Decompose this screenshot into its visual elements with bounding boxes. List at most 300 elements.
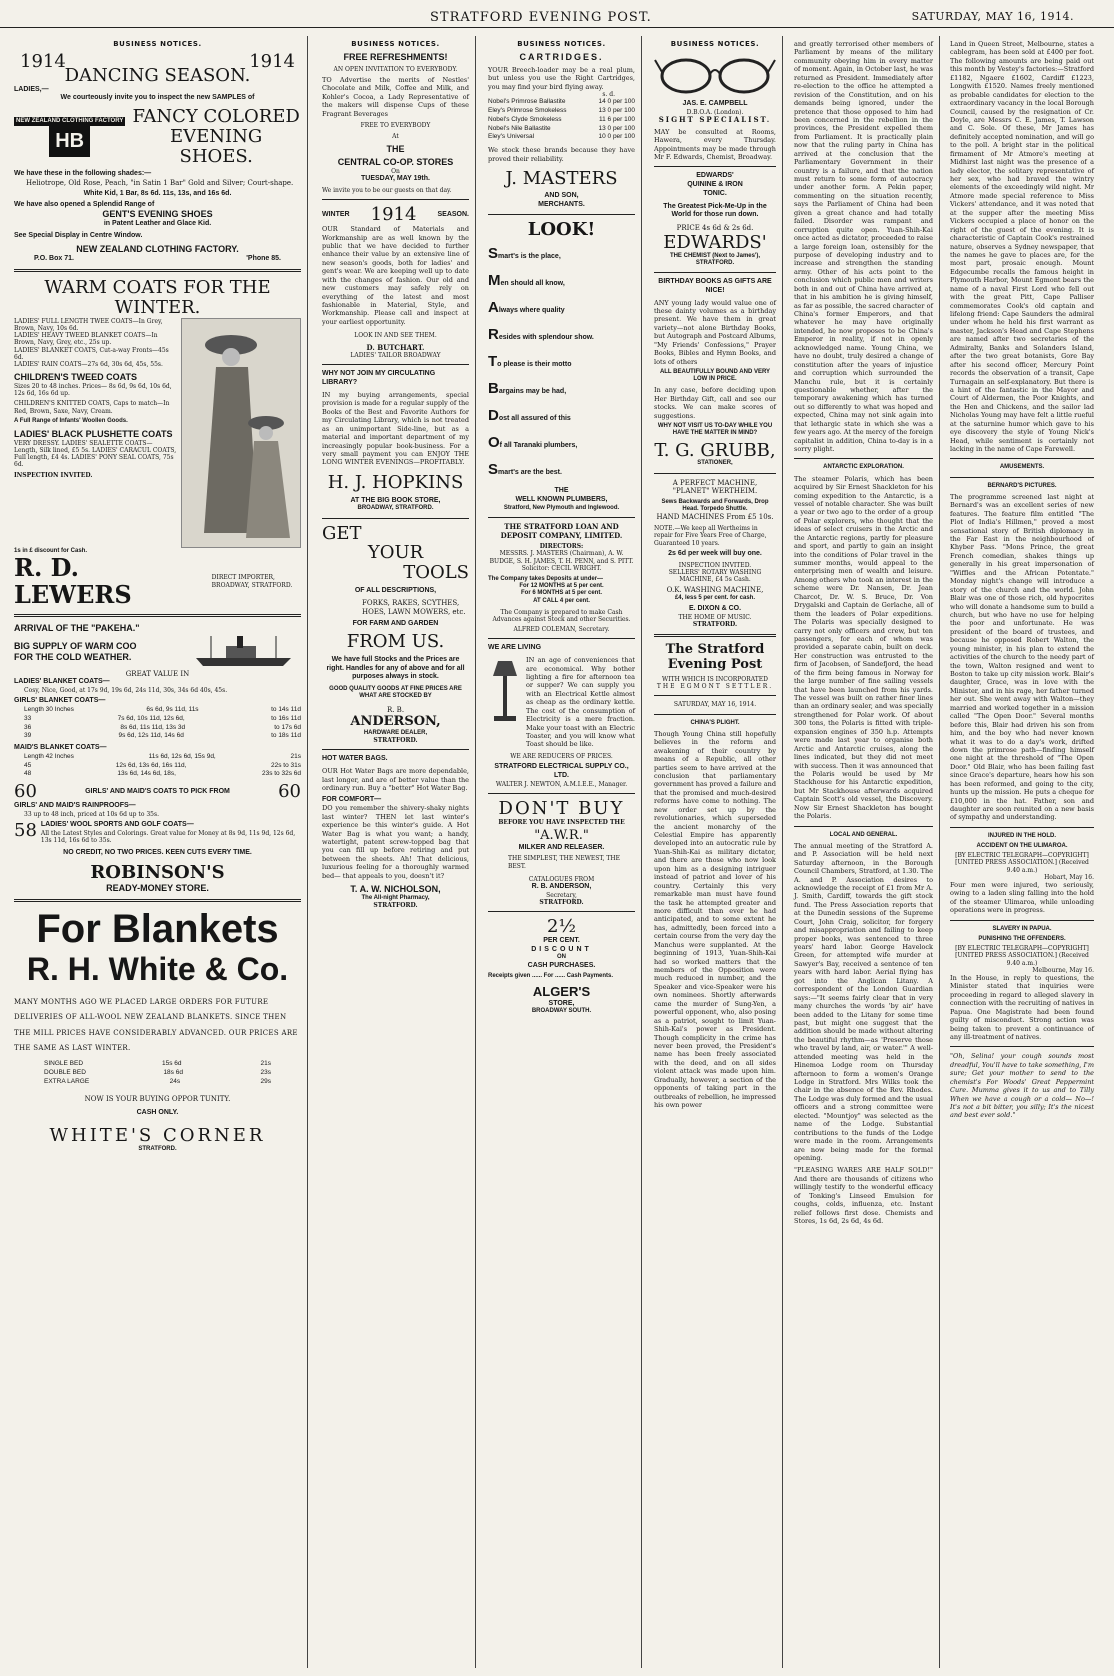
discount-receipts: Receipts given ...... For ...... Cash Payments. bbox=[488, 973, 614, 980]
wool-head: LADIES' WOOL SPORTS AND GOLF COATS— bbox=[40, 820, 194, 828]
shoes-title: FANCY COLORED EVENING SHOES. bbox=[132, 106, 300, 167]
whites-corner: WHITE'S CORNER bbox=[49, 1125, 266, 1147]
birthday-text: ANY young lady would value one of these dainty volumes as a birthday present. We have them in great variety—not alone Birthday Books, but Autograph and Postcard Albums, "My Friends' Confessions," Prayer Books, Bibles and Hymn Books, and lots of others bbox=[654, 298, 776, 366]
cartridge-row-cell: 11 6 per 100 bbox=[598, 115, 635, 123]
logo-caption: NEW ZEALAND CLOTHING FACTORY bbox=[14, 117, 125, 126]
coat-line: LADIES' BLANKET COATS, Cut-a-way Fronts—45s 6d. bbox=[14, 346, 169, 361]
season-label: SEASON. bbox=[437, 210, 469, 218]
acrostic-rest: en should all know, bbox=[500, 280, 565, 288]
maids-row-cell: 23s to 32s 6d bbox=[261, 770, 301, 778]
antarctic-text: The steamer Polaris, which has been acquired by Sir Ernest Shackleton for his coming expedition to the Antarctic, is a vessel of notable character. She was built a year or two ago to the order of a group of Polar explorers, who thought that the ideas of select cruisers in the Arctic and the Antarctic regions, partly for pleasure and sport, and partly to gain an insight into the conditions of Polar travel in the summer months, would appeal to the enterprising men of wealth and leisure. Among others who took an interest in the scheme were Dr. Nansen, Dr. Jean Charcot, Dr. W. S. Bruce, Dr. Von Drygalski and Captain de Gerlache, all of them the leaders of Polar expeditions. The Polaris was specially designed to carry not only officers and crew, but ten passengers, for each of whom was provided a separate cabin, built on deck. Her construction was entrusted to the firm of Jacobsen, of Sandefjord, the head of the firm being famous in Norway for the large number of fine sailing vessels that have been launched from his yards. The vessel was built on rather finer lines than an ordinary sealer, and was specially strengthened for Polar work. Of about 300 tons, the Polaris is fitted with triple-expansion engines of 350 h.p. Attempts were made last year to organise both Arctic and Antarctic cruises, along the lines indicated, but they did not meet with success. Then it was announced that the Polaris would be used by Mr Stackhouse for his Antarctic expedition, but Mr Stackhouse afterwards acquired Captain Scott's old vessel, the Discovery. Now Sir Ernest Shackleton has bought the Polaris. bbox=[794, 474, 933, 821]
maids-row-cell: 12s 6d, 13s 6d, 16s 11d, bbox=[115, 761, 187, 769]
blanket-row-cell: DOUBLE BED bbox=[44, 1069, 86, 1077]
china-text: Though Young China still hopefully believes in the reform and awakening of their country by means of a Republic, all other parties seem to have arrived at the conclusion that parliamentary government has proved a failure and that the promised and much-desired reforms have come to nothing. The new order set up by the revolutionaries, which superseded the ancient monarchy of the Celestial Empire has apparently developed into an autocratic rule by Yuan-Shih-Kai as military dictator, and there are those who now look upon him as a designing intriguer instead of patriot and lover of his country. Certainly this very remarkable man must have found the task he attempted greater and more difficult than ever he had anticipated, and to some extent he has, admittedly, been forced into a certain course from the very day the Manchus were supplanted. At the beginning of 1913, Yuan-Shih-Kai had so worked matters that the members of the Opposition were much reduced in number, and the Speaker and vice-Speaker were his own nominees. Shortly afterwards came the murder of Sung-Yen, a powerful opponent, who, also posing as a patriot, sought to limit Yuan-Shih-Kai's power as President. Though complicity in the crime has never been proved, the President's name has been freely associated with the deed, and on all sides violent attack was made upon him. Gradually, however, a section of the opponents of taking part in the outbreaks of rebellion, he impressed his own power bbox=[654, 729, 776, 1110]
patent-text: in Patent Leather and Glace Kid. bbox=[103, 220, 212, 228]
hotwater-title: HOT WATER BAGS. bbox=[322, 755, 388, 763]
coats-illustration bbox=[181, 318, 301, 548]
girls-row-cell: 33 bbox=[24, 714, 32, 722]
dontbuy-simplest: THE SIMPLEST, THE NEWEST, THE BEST. bbox=[508, 855, 620, 870]
maids-head: MAID'S BLANKET COATS— bbox=[14, 744, 107, 752]
editorial bbox=[654, 643, 776, 1109]
cartridges-advert bbox=[488, 52, 635, 209]
loan-title: THE STRATFORD LOAN AND DEPOSIT COMPANY, LIMITED. bbox=[500, 521, 623, 540]
maids-row-cell: 11s 6d, 12s 6d, 15s 9d, bbox=[148, 752, 216, 760]
library-title: WHY NOT JOIN MY CIRCULATING LIBRARY? bbox=[322, 370, 436, 387]
dontbuy-title: DON'T BUY bbox=[498, 797, 625, 819]
china-continued: and greatly terrorised other members of Parliament by means of the military community obeying him in every matter of moment. Again, in October last, he was returned as President. Immediately after re-election to the office he attempted a revision of the Constitution, and on his demands being ignored, under the pretence that those opposed to him had been concerned in the rebellion in the provinces, the President expelled them from Parliament. It is practically plain now that the ruling party in China has arrived at the conclusion that the Parliamentary Government in their country is a failure, and that the nation must return to some form of autocracy under another form. A Pekin paper, commenting on the situation recently, says the Parliament of China had been given a great chance and had totally failed. Disorder was rampant and corruption quite open. Yuan-Shih-Kai once acted as dictator, proceeded to raise a large foreign loan, ostensibly for the purpose of developing industry and to increase and strengthen the standing army. Other of his acts point to the conclusion which public men and writers both in and out of China have arrived at, that in his ambition he is giving himself, as far as possible, the sacred character of China's former Emperors, and that whatever he may have originally intended, he now proposes to be China's Emperor in reality, if not in openly acknowledged name. Young China, we have no doubt, truly desired a change of constitution after the years of injustice and corruption which surrounded the Manchu rule, but it is certainly questionable whether, after the temporary awakening which has turned out so differently to what was hoped and expected, China may not sink again into that lethargic state in which she was a few years ago. At the mercy of the foreign capitalist in addition, China to-day is in a sorry plight. bbox=[794, 40, 934, 453]
ulimaroa-head: ACCIDENT ON THE ULIMAROA. bbox=[976, 843, 1068, 850]
coat-line: LADIES' RAIN COATS—27s 6d, 30s 6d, 45s, 55s. bbox=[14, 361, 163, 369]
column-5 bbox=[788, 36, 940, 1668]
campbell-sight: SIGHT SPECIALIST. bbox=[658, 114, 772, 124]
acrostic-initial: B bbox=[488, 380, 499, 398]
plush-head: LADIES' BLACK PLUSHETTE COATS bbox=[14, 428, 173, 439]
machine-title: A PERFECT MACHINE, "PLANET" WERTHEIM. bbox=[672, 478, 758, 496]
section-header: BUSINESS NOTICES. bbox=[517, 40, 606, 48]
acrostic-initial: R bbox=[488, 326, 499, 344]
acrostic-initial: D bbox=[488, 407, 499, 425]
discount-text: 1s in £ discount for Cash. bbox=[14, 547, 88, 554]
dont-buy-advert bbox=[488, 799, 635, 906]
cartridge-row-cell: Nobel's Primrose Ballastite bbox=[488, 98, 566, 106]
peppermint-verse: "Oh, Selina! your cough sounds most dreadful, You'll have to take something, I'm sure; Get your mother to send to the chemist's For Woods' Great Peppermint Cure. Mumma gives it to us and to Tilly When we have a cough or a cold— No—! It's not a bit bitter, you silly; It's the nicest and best ever sold." bbox=[950, 1052, 1094, 1120]
machine-inspection: INSPECTION INVITED. bbox=[678, 561, 752, 569]
campbell-advert bbox=[654, 52, 776, 161]
girls-row-cell: to 18s 11d bbox=[271, 732, 301, 740]
grubb-stationer: STATIONER, bbox=[697, 460, 733, 467]
loan-directors: MESSRS. J. MASTERS (Chairman), A. W. BUDGE, S. H. JAMES, T. H. PENN, and S. PITT. bbox=[489, 550, 634, 565]
machine-less: £4, less 5 per cent. for cash. bbox=[674, 594, 756, 601]
dixon-home: THE HOME OF MUSIC. bbox=[678, 613, 752, 621]
look-the: THE bbox=[554, 487, 569, 495]
punish-head: PUNISHING THE OFFENDERS. bbox=[978, 935, 1066, 942]
cartridge-table bbox=[488, 98, 635, 142]
injured-head: INJURED IN THE HOLD. bbox=[987, 832, 1056, 839]
discount-disc: DISCOUNT bbox=[531, 945, 592, 953]
cartridge-row-cell: 14 0 per 100 bbox=[598, 98, 635, 106]
maids-row-cell: 22s to 31s bbox=[270, 761, 301, 769]
maids-row-cell: 48 bbox=[24, 770, 32, 778]
masters-and: AND SON, bbox=[544, 191, 579, 199]
sixty-left: 60 bbox=[14, 781, 37, 803]
lamp-icon bbox=[488, 656, 522, 726]
machine-week: 2s 6d per week will buy one. bbox=[668, 549, 762, 557]
section-header: BUSINESS NOTICES. bbox=[670, 40, 760, 48]
tools-get: GET bbox=[322, 522, 362, 544]
display-text: See Special Display in Centre Window. bbox=[14, 232, 143, 240]
tools-items: FORKS, RAKES, SCYTHES, HOES, LAWN MOWERS, etc. bbox=[362, 598, 466, 616]
edwards-quinine: QUININE & IRON bbox=[687, 181, 743, 189]
column-1 bbox=[8, 36, 308, 1668]
wool-text: All the Latest Styles and Colorings. Great value for Money at 8s 9d, 11s 9d, 12s 6d, 13s 11d, 16s 6d to 35s. bbox=[40, 829, 296, 844]
dontbuy-before: BEFORE YOU HAVE INSPECTED THE bbox=[498, 818, 625, 826]
acrostic-line bbox=[488, 321, 635, 348]
cartridge-row-cell: Nobel's Clyde Smokeless bbox=[488, 115, 562, 123]
winter-season-advert bbox=[322, 205, 469, 359]
masthead bbox=[0, 6, 1114, 28]
look-advert bbox=[488, 220, 635, 511]
machine-advert bbox=[654, 479, 776, 629]
acrostic-initial: M bbox=[488, 272, 501, 290]
edwards-price: PRICE 4s 6d & 2s 6d. bbox=[676, 224, 754, 233]
slavery-tel: [BY ELECTRIC TELEGRAPH—COPYRIGHT] [UNITED PRESS ASSOCIATION.] (Received 9.40 a.m.) bbox=[955, 945, 1089, 967]
tools-your: YOUR bbox=[367, 542, 424, 564]
tools-of: OF ALL DESCRIPTIONS, bbox=[354, 587, 437, 594]
cartridges-text: YOUR Breech-loader may be a real plum, but unless you use the Right Cartridges, you may find your bird flying away. bbox=[488, 65, 635, 91]
electric-company: STRATFORD ELECTRICAL SUPPLY CO., LTD. bbox=[494, 763, 629, 779]
dancing-advert bbox=[14, 52, 301, 263]
edwards-title: EDWARDS' bbox=[696, 172, 734, 180]
dontbuy-secretary: Secretary, bbox=[546, 891, 577, 899]
blanket-row-cell: SINGLE BED bbox=[44, 1060, 84, 1068]
birthday-books-advert bbox=[654, 278, 776, 467]
coats-title: WARM COATS FOR THE WINTER. bbox=[44, 277, 271, 319]
living-text: IN an age of conveniences that are economical. Why bother lighting a fire for afternoon tea or supper? We can supply you with an Electrical Kettle almost as cheap as the ordinary kettle. The cost of the consumption of Electricity is a mere fraction. Make your toast with an Electric Toaster, and you will know what Toast should be like. bbox=[526, 656, 635, 749]
loan-rate-3: AT CALL 4 per cent. bbox=[533, 597, 590, 604]
rain-head: GIRLS' AND MAID'S RAINPROOFS— bbox=[14, 802, 136, 810]
girls-row-cell: 8s 6d, 11s 11d, 13s 3d bbox=[120, 723, 186, 731]
column-2 bbox=[316, 36, 476, 1668]
year-right: 1914 bbox=[249, 51, 295, 72]
po-box: P.O. Box 71. bbox=[34, 254, 74, 262]
dontbuy-milker: MILKER AND RELEASER. bbox=[518, 843, 605, 851]
acrostic-rest: o please is their motto bbox=[497, 361, 572, 369]
acrostic-line bbox=[488, 375, 635, 402]
blanket-row bbox=[44, 1078, 271, 1087]
blanket-row-cell: EXTRA LARGE bbox=[44, 1077, 90, 1085]
refresh-on: On bbox=[391, 168, 400, 176]
nicholson-name: T. A. W. NICHOLSON, bbox=[350, 884, 441, 895]
hotwater-comfort: FOR COMFORT— bbox=[322, 795, 382, 803]
ladies-blanket-prices: Cosy, Nice, Good, at 17s 9d, 19s 6d, 24s 11d, 30s, 34s 6d 40s, 45s. bbox=[24, 687, 228, 695]
loan-rate-1: For 12 MONTHS at 5 per cent. bbox=[519, 583, 604, 590]
tools-farm: FOR FARM AND GARDEN bbox=[352, 620, 439, 628]
children-text: Sizes 20 to 48 inches. Prices— 8s 6d, 9s 6d, 10s 6d, 12s 6d, 16s 6d up. bbox=[14, 383, 172, 398]
dontbuy-awr: "A.W.R." bbox=[534, 827, 589, 843]
blanket-row-cell: 15s 6d bbox=[162, 1060, 182, 1068]
bernard-text: The programme screened last night at Bernard's was an excellent series of new features. The feature film entitled "The Plot of India's Hillmen," proved a most sensational story of British diplomacy in the Far East in the neighbourhood of Khyber Pass. "Mons Prince, the great French comedian, shakes things up generally in his great impersonation of "Wiffles and the African Potentate." Monday night's change will introduce a story of the church and the world. John Blair was one of those rich, old hypocrites who will donate a handsome sum to build a church, but who have no use for helping the poor and unfortunate. He was president of the board of trustees, and because he opposed Robert Walton, the young minister, in his plan to extend the activities of the church to the needy part of the town, Walton resigned and went to Boston to take up city mission work. Blair's daughter, Grace, was in love with the Minister, and in his rage, her father turned her out. She went away with Walton—they married and worked together in a mission called "The Open Door." Several months before this, Blair had driven his son from him, and the boy who had never known what it was to do a day's work, drifted down the primrose path—finding himself one night at the threshold of "The Open Door." Old Blair, who has been failing fast since Grace's departure, hears how his son has been reformed, and going to the city, hunts up the mission. He puts a cheque for £10,000 in the hat. Father, son and daughter are soon reunited on a new basis of sympathy and understanding. bbox=[950, 492, 1094, 822]
loan-secretary: ALFRED COLEMAN, Secretary. bbox=[513, 626, 610, 634]
edwards-tonic: TONIC. bbox=[703, 189, 727, 197]
hopkins-name: H. J. HOPKINS bbox=[327, 471, 464, 493]
birthday-doubt: In any case, before deciding upon Her Birthday Gift, call and see our stocks. We can make scores of suggestions. bbox=[654, 386, 776, 420]
acrostic-line bbox=[488, 402, 635, 429]
look-towns: Stratford, New Plymouth and Inglewood. bbox=[503, 504, 620, 511]
shades-text: Heliotrope, Old Rose, Peach, "in Satin 1 Bar" Gold and Silver; Court-shape. bbox=[26, 179, 294, 188]
girls-row-cell: Length 30 Inches bbox=[24, 706, 74, 714]
hb-logo: HB bbox=[49, 126, 90, 157]
girls-row bbox=[24, 732, 301, 741]
acrostic-rest: ost all assured of this bbox=[498, 415, 571, 423]
blanket-row-cell: 29s bbox=[260, 1077, 271, 1085]
acrostic-line bbox=[488, 294, 635, 321]
section-header: BUSINESS NOTICES. bbox=[113, 40, 202, 48]
butchart-name: D. BUTCHART. bbox=[366, 342, 425, 352]
refresh-text: TO Advertise the merits of Nestles' Chocolate and Milk, Coffee and Milk, and Kohler's Cocoa, a Lady Representative of the makers will dispense Cups of these Fragrant Beverages bbox=[322, 75, 469, 118]
edwards-name: EDWARDS' bbox=[663, 231, 767, 253]
tools-stocks: We have full Stocks and the Prices are right. Handles for any of above and for all purposes always in stock. bbox=[326, 655, 465, 681]
acrostic-rest: mart's is the place, bbox=[498, 253, 561, 261]
discount-cash: CASH PURCHASES. bbox=[527, 961, 596, 969]
winter-label: WINTER bbox=[322, 210, 350, 218]
hopkins-store: AT THE BIG BOOK STORE, bbox=[350, 496, 441, 504]
loan-deposits: The Company takes Deposits at under— bbox=[488, 576, 604, 583]
ladies-label: LADIES,— bbox=[14, 85, 49, 93]
prices: White Kid, 1 Bar, 8s 6d. 11s, 13s, and 16s 6d. bbox=[83, 189, 232, 197]
phone: 'Phone 85. bbox=[246, 254, 281, 262]
electric-manager: WALTER J. NEWTON, A.M.I.E.E., Manager. bbox=[495, 780, 628, 788]
acrostic-rest: lways where quality bbox=[498, 307, 565, 315]
discount-pct: 2½ bbox=[547, 916, 576, 938]
loan-advance: The Company is prepared to make Cash Advances against Stock and other Securities. bbox=[492, 608, 631, 623]
girls-row-cell: 36 bbox=[24, 723, 32, 731]
refresh-title: FREE REFRESHMENTS! bbox=[343, 52, 448, 62]
discount-advert bbox=[488, 917, 635, 1015]
acrostic-line bbox=[488, 456, 635, 483]
girls-row-cell: to 17s 6d bbox=[274, 723, 301, 731]
masters-name: J. MASTERS bbox=[505, 168, 618, 189]
refresh-invite: AN OPEN INVITATION TO EVERYBODY. bbox=[333, 65, 458, 73]
hopkins-addr: BROADWAY, STRATFORD. bbox=[357, 505, 434, 512]
girls-row-cell: 9s 6d, 12s 11d, 14s 6d bbox=[118, 732, 184, 740]
robinsons: ROBINSON'S bbox=[90, 861, 225, 883]
blankets-town: STRATFORD. bbox=[138, 1145, 177, 1152]
living-title: WE ARE LIVING bbox=[488, 644, 542, 652]
algers-addr: BROADWAY SOUTH. bbox=[531, 1008, 592, 1015]
cartridges-stock: We stock these brands because they have proved their reliability. bbox=[488, 146, 635, 163]
plush-text: VERY DRESSY. LADIES' SEALETTE COATS— Length, Silk lined, £5 5s. LADIES' CARACUL COATS, Full length, £4 4s. LADIES' PONY SEAL COATS, 75s 6d. bbox=[14, 439, 177, 469]
edwards-pick: The Greatest Pick-Me-Up in the World for those run down. bbox=[663, 202, 767, 219]
girls-table bbox=[14, 706, 301, 741]
masthead-title: STRATFORD EVENING POST. bbox=[430, 10, 652, 25]
masters-merchants: MERCHANTS. bbox=[538, 200, 585, 208]
cartridge-row-cell: Eley's Universal bbox=[488, 133, 535, 141]
library-text: IN my buying arrangements, special provision is made for a regular supply of the Books of the Best and Favorite Authors for my Circulating Library, which is not treated as an unimportant Side-line, but as a material and important department of my increasingly popular book-business. For a very small payment you can ENJOY THE LONG WINTER EVENINGS—PROFITABLY. bbox=[322, 390, 469, 467]
machine-hand: HAND MACHINES From £5 10s. bbox=[656, 513, 774, 522]
blanket-row bbox=[44, 1069, 271, 1078]
cartridge-row bbox=[488, 133, 635, 142]
invite-text: We courteously invite you to inspect the new SAMPLES of bbox=[60, 94, 255, 102]
cartridges-title: CARTRIDGES. bbox=[519, 52, 604, 62]
dontbuy-town: STRATFORD. bbox=[539, 898, 584, 906]
living-agents: WE ARE REDUCERS OF PRICES. bbox=[510, 752, 613, 760]
blanket-row-cell: 21s bbox=[260, 1060, 271, 1068]
ulimaroa-tel: [BY ELECTRIC TELEGRAPH—COPYRIGHT] [UNITED PRESS ASSOCIATION.] (Received 9.40 a.m.) bbox=[955, 852, 1089, 874]
gents-shoes: GENT'S EVENING SHOES bbox=[102, 209, 213, 220]
shades-head: We have these in the following shades:— bbox=[14, 170, 152, 178]
factory-name: NEW ZEALAND CLOTHING FACTORY. bbox=[76, 243, 239, 254]
loan-directors-head: DIRECTORS: bbox=[539, 543, 584, 551]
tools-town: STRATFORD. bbox=[373, 737, 418, 745]
maids-row bbox=[24, 753, 301, 762]
dontbuy-from: R. B. ANDERSON, bbox=[531, 883, 592, 891]
blanket-row-cell: 23s bbox=[260, 1069, 271, 1077]
cartridge-row-cell: Nobel's Nile Ballastite bbox=[488, 124, 551, 132]
winter-text: OUR Standard of Materials and Workmanship are as well known by the public that we have decided to further enhance their value by an extensive line of new season's goods, both for ladies' and gent's wear. We are keeping well up to date with the changes of fashion. Our old and new customers may safely rely on everything of the latest and most fashionable in Material, Style, and Workmanship. Please call and inspect at your earliest opportunity. bbox=[322, 225, 469, 326]
acrostic-line bbox=[488, 267, 635, 294]
machine-sews: Sews Backwards and Forwards, Drop Head. Torpedo Shuttle. bbox=[661, 499, 769, 513]
post-date: SATURDAY, MAY 16, 1914. bbox=[673, 701, 757, 709]
acrostic-rest: f all Taranaki plumbers, bbox=[499, 442, 578, 450]
loan-rate-2: For 6 MONTHS at 5 per cent. bbox=[520, 590, 602, 597]
cartridge-row-cell: 13 0 per 100 bbox=[598, 107, 635, 115]
anderson-name: ANDERSON, bbox=[350, 714, 441, 730]
sixty-text: GIRLS' AND MAID'S COATS TO PICK FROM bbox=[85, 787, 230, 795]
acrostic-rest: mart's are the best. bbox=[498, 469, 562, 477]
supply-head: BIG SUPPLY OF WARM COO bbox=[14, 640, 137, 651]
loan-solicitor: Solicitor: CECIL WRIGHT. bbox=[521, 564, 602, 572]
steamship-icon bbox=[191, 634, 301, 670]
year-left: 1914 bbox=[20, 51, 66, 72]
refresh-at: At bbox=[392, 133, 399, 141]
rh-white: R. H. White & Co. bbox=[26, 951, 289, 988]
girls-row bbox=[24, 706, 301, 715]
hotwater-text: OUR Hot Water Bags are more dependable, last longer, and are of better value than the ordinary run. Buy a "better" Hot Water Bag. bbox=[322, 767, 469, 793]
importer-text: DIRECT IMPORTER, BROADWAY, STRATFORD. bbox=[211, 574, 293, 589]
pakeha-advert bbox=[14, 623, 301, 894]
post-with: WITH WHICH IS INCORPORATED bbox=[662, 676, 768, 684]
dancing-title: DANCING SEASON. bbox=[64, 64, 251, 86]
sixty-right: 60 bbox=[278, 781, 301, 803]
tools-quality: GOOD QUALITY GOODS AT FINE PRICES ARE WHAT ARE STOCKED BY bbox=[329, 686, 462, 700]
amusements-head: AMUSEMENTS. bbox=[999, 464, 1045, 471]
news-paragraphs: Land in Queen Street, Melbourne, states a cablegram, has been sold at £400 per foot. The following amounts are being paid out this month by Vestey's factories:—Stratford £1182, Ngaere £1602, Cardiff £1223, Longwith £1520. Names freely mentioned as probable candidates for election to the extraordinary vacancy in the local Borough Council, caused by the resignation of Cr. Doyle, are Messrs C. E. James, T. Lawson and C. Sole. Of these, Mr James has definitely accepted nomination, and will go to the poll. A bright star in the political firmament of Mr Atmore's meeting at Midhirst last night was the presence of a lady elector, the solitary representative of her sex, who had braved the wintry elements of the exceedingly wild night. Mr Atmore made special reference to Miss Vickers' attendance, and it was noted that at the supper after the meeting Miss Vickers occupied a place of honor on the right of the guest of the evening. It is characteristic of Captain Cook's restrained nature, observes a Sydney newspaper, that the names he gave to places are, for the most part, prosaic enough. Mount Edgecumbe recalls the famous height in Plymouth Harbor, Mount Egmont bears the name of a naval First Lord who fell out with the great Pitt, Cape Palliser commemorates Cook's old captain and lifelong friend: Cape Saunders the admiral under whom he held his first warrant as master, Jackson's Head and Cape Stephens are named after two secretaries of the Admiralty, Banks and Solanders Island, after the two great botanists, Gore Bay after his second officer, Mercury Point records the observation of a transit, Cape Turnagain an self-explanatory. But there is a hint of the fantastic in the Mayor and Court of Aldermen, the Poor Knights, and the Hen and Chickens, and the sailor lad Nicholas Young may have felt a little rueful at the saturnine humor which gave to his eye discovery the style of Young Nick's Head, while sentiment is certainly not lacking in the name of Cape Farewell. bbox=[950, 40, 1094, 453]
smart-acrostic bbox=[488, 240, 635, 483]
machine-sellers: SELLERS' ROTARY WASHING MACHINE, £4 5s Cash. bbox=[668, 568, 762, 583]
cold-head: FOR THE COLD WEATHER. bbox=[14, 651, 132, 662]
ladies-figure-icon bbox=[186, 323, 296, 543]
blanket-row bbox=[44, 1060, 271, 1069]
also-text: We have also opened a Splendid Range of bbox=[14, 200, 155, 208]
acrostic-initial: T bbox=[488, 353, 498, 371]
girls-head: GIRLS' BLANKET COATS— bbox=[14, 697, 106, 705]
library-advert bbox=[322, 370, 469, 512]
rain-text: 33 up to 48 inch, priced at 10s 6d up to 35s. bbox=[24, 810, 159, 818]
refresh-the: THE bbox=[386, 143, 405, 154]
hot-water-advert bbox=[322, 755, 469, 909]
electric-advert bbox=[488, 644, 635, 787]
now-text: NOW IS YOUR BUYING OPPOR TUNITY. bbox=[84, 1094, 231, 1103]
knitted-text: CHILDREN'S KNITTED COATS, Caps to match—In Red, Brown, Saxe, Navy, Cream. bbox=[14, 400, 170, 415]
maids-row bbox=[24, 770, 301, 779]
butchart-tailor: LADIES' TAILOR BROADWAY bbox=[350, 352, 441, 360]
acrostic-initial: S bbox=[488, 245, 499, 263]
tools-tools: TOOLS bbox=[403, 562, 469, 584]
edwards-advert bbox=[654, 172, 776, 267]
machine-ok: O.K. WASHING MACHINE, bbox=[666, 586, 764, 595]
cartridge-row bbox=[488, 107, 635, 116]
cartridge-row bbox=[488, 98, 635, 107]
refresh-guests: We invite you to be our guests on that day. bbox=[322, 187, 452, 195]
cartridges-sd: s. d. bbox=[602, 91, 615, 99]
birthday-why: WHY NOT VISIT US TO-DAY WHILE YOU HAVE THE MATTER IN MIND? bbox=[657, 423, 773, 437]
campbell-name: JAS. E. CAMPBELL bbox=[682, 100, 748, 107]
acrostic-rest: argains may be had, bbox=[498, 388, 567, 396]
discount-on: ON bbox=[557, 954, 566, 961]
refreshments-advert bbox=[322, 52, 469, 194]
girls-row-cell: 7s 6d, 10s 11d, 12s 6d, bbox=[117, 714, 185, 722]
girls-row bbox=[24, 724, 301, 733]
lewers-name: R. D. LEWERS bbox=[14, 553, 132, 609]
maids-row-cell: 21s bbox=[290, 752, 301, 760]
campbell-text: MAY be consulted at Rooms, Hawera, every Thursday. Appointments may be made through Mr F. Edwards, Chemist, Broadway. bbox=[654, 127, 776, 161]
column-4 bbox=[648, 36, 783, 1668]
pleasing-text: "PLEASING WARES ARE HALF SOLD!" And there are thousands of citizens who willingly testify to the wonderful efficacy of Tonking's Linseed Emulsion for coughs, colds, influenza, etc. Instant relief follows first dose. Chemists and Stores, 1s 6d, 2s 6d, 4s 6d. bbox=[794, 1166, 933, 1225]
girls-row-cell: to 16s 11d bbox=[271, 714, 301, 722]
post-settler: THE EGMONT SETTLER. bbox=[656, 683, 774, 691]
antarctic-head: ANTARCTIC EXPLORATION. bbox=[823, 464, 904, 471]
local-head: LOCAL AND GENERAL. bbox=[829, 831, 898, 838]
nicholson-pharmacy: The All-night Pharmacy, bbox=[361, 895, 430, 902]
winter-year: 1914 bbox=[370, 204, 417, 226]
girls-row-cell: 6s 6d, 9s 11d, 11s bbox=[146, 706, 199, 714]
discount-per: PER CENT. bbox=[543, 936, 580, 944]
slavery-place: Melbourne, May 16. bbox=[1032, 966, 1094, 974]
ulimaroa-place: Hobart, May 16. bbox=[1044, 873, 1094, 881]
loan-company-advert bbox=[488, 523, 635, 634]
masthead-date: SATURDAY, MAY 16, 1914. bbox=[911, 10, 1074, 23]
dixon-town: STRATFORD. bbox=[692, 620, 738, 628]
acrostic-initial: S bbox=[488, 461, 499, 479]
blanket-row-cell: 24s bbox=[169, 1077, 181, 1085]
winter-look: LOOK IN AND SEE THEM. bbox=[354, 332, 437, 340]
campbell-dboa: D.B.O.A. (London). bbox=[686, 108, 744, 116]
algers-store: STORE, bbox=[548, 999, 575, 1007]
blankets-advert bbox=[14, 908, 301, 1153]
ulimaroa-text: Four men were injured, two seriously, owing to a laden sling falling into the hold of the steamer Ulimaroa, while unloading operations were in progress. bbox=[950, 881, 1094, 915]
look-plumbers: WELL KNOWN PLUMBERS, bbox=[515, 495, 608, 503]
ready-money: READY-MONEY STORE. bbox=[106, 882, 209, 893]
refresh-stores: CENTRAL CO-OP. STORES bbox=[337, 157, 454, 168]
acrostic-line bbox=[488, 348, 635, 375]
coat-line: LADIES' FULL LENGTH TWEE COATS—In Grey, Brown, Navy, 10s 6d. bbox=[14, 317, 163, 333]
cartridge-row bbox=[488, 116, 635, 125]
look-title: LOOK! bbox=[527, 219, 596, 241]
inspection-text: INSPECTION INVITED. bbox=[14, 471, 93, 479]
arrival-head: ARRIVAL OF THE "PAKEHA." bbox=[14, 622, 140, 633]
cartridge-row bbox=[488, 125, 635, 134]
nocredit: NO CREDIT, NO TWO PRICES. KEEN CUTS EVERY TIME. bbox=[63, 849, 252, 857]
maids-row bbox=[24, 762, 301, 771]
maids-row-cell: Length 42 Inches bbox=[24, 752, 74, 760]
hotwater-comfort-text: DO you remember the shivery-shaky nights last winter? THEN let last winter's experience be this winter's guide. A Hot Water Bag is what you want; a handy, watertight, patent screw-topped bag that you can fill up before retiring and put between the sheets. Ah! That delicious, luxurious feeling for a thoroughly warmed bed— that appeals to you, doesn't it? bbox=[322, 804, 469, 880]
great-value: GREAT VALUE IN bbox=[125, 669, 190, 678]
birthday-bound: ALL BEAUTIFULLY BOUND AND VERY LOW IN PRICE. bbox=[659, 369, 771, 383]
algers-name: ALGER'S bbox=[532, 983, 591, 999]
hardware-dealer: HARDWARE DEALER, bbox=[363, 730, 428, 737]
girls-row bbox=[24, 715, 301, 724]
dontbuy-catalogues: CATALOGUES FROM bbox=[528, 875, 595, 883]
slavery-text: In the House, in reply to questions, the Minister stated that inquiries were proceeding in regard to alleged slavery in connection with the recruiting of natives in Papua. One Magistrate had been found guilty of misconduct. Strong action was being taken to prevent a continuance of any ill-treatment of natives. bbox=[950, 973, 1094, 1041]
cartridge-row-cell: Eley's Primrose Smokeless bbox=[488, 107, 567, 115]
post-title: The Stratford Evening Post bbox=[665, 642, 765, 673]
acrostic-initial: A bbox=[488, 299, 499, 317]
coat-line: LADIES' HEAVY TWEED BLANKET COATS—In Brown, Navy, Grey, etc., 25s up. bbox=[14, 332, 158, 347]
children-head: CHILDREN'S TWEED COATS bbox=[14, 372, 137, 383]
grubb-name: T. G. GRUBB, bbox=[654, 439, 776, 461]
acrostic-initial: O bbox=[488, 434, 500, 452]
blanket-row-cell: 18s 6d bbox=[163, 1069, 183, 1077]
spectacles-icon bbox=[654, 52, 776, 96]
machine-note: NOTE.—We keep all Wertheims in repair for Five Years Free of Charge, Guaranteed 10 years. bbox=[654, 525, 767, 547]
blankets-text: MANY MONTHS AGO WE PLACED LARGE ORDERS FOR FUTURE DELIVERIES OF ALL-WOOL NEW ZEALAND BLANKETS. SINCE THEN THE MILL PRICES HAVE CONSIDERABLY ADVANCED. OUR PRICES ARE THE SAME AS LAST WINTER. bbox=[14, 997, 298, 1052]
bernard-head: BERNARD'S PICTURES. bbox=[987, 482, 1057, 489]
acrostic-rest: esides with splendour show. bbox=[498, 334, 594, 342]
maids-row-cell: 45 bbox=[24, 761, 32, 769]
tools-advert bbox=[322, 524, 469, 745]
maids-row-cell: 13s 6d, 14s 6d, 18s, bbox=[117, 770, 176, 778]
china-head: CHINA'S PLIGHT. bbox=[690, 719, 740, 726]
